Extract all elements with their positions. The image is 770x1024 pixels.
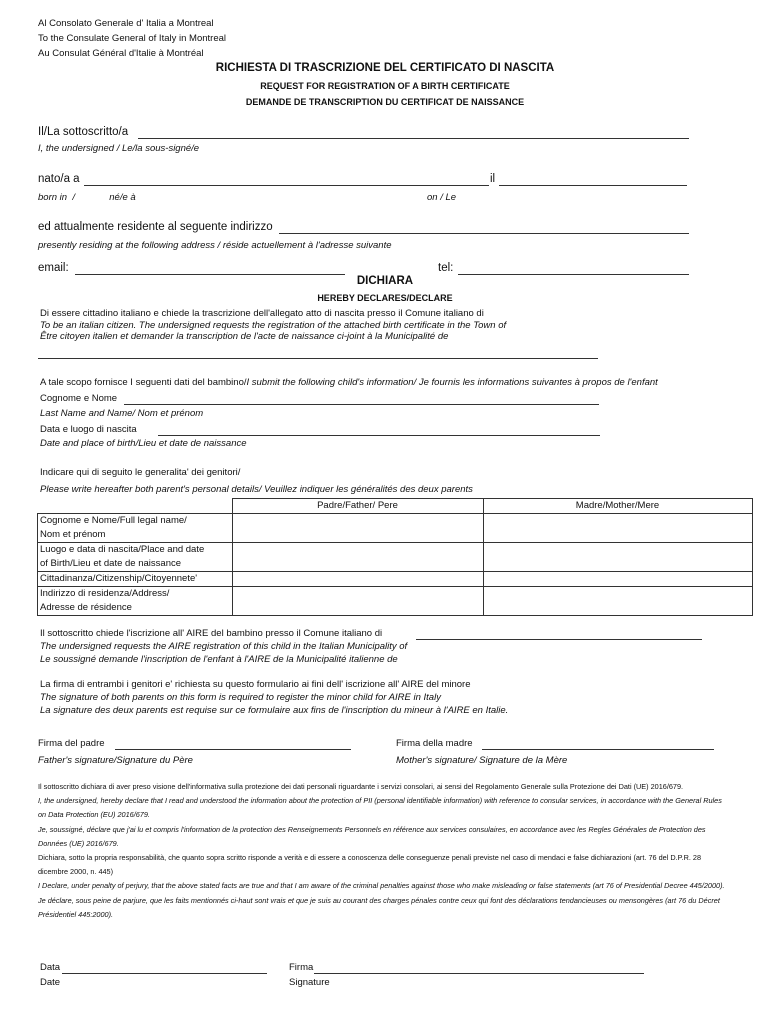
- mother-signature-translation: Mother's signature/ Signature de la Mère: [396, 755, 568, 766]
- father-signature-translation: Father's signature/Signature du Père: [38, 755, 193, 766]
- privacy-declarations: [38, 780, 728, 922]
- signature-note-en: The signature of both parents on this form is required to register the minor child for AIRE in Italy: [40, 692, 441, 703]
- row-label: Cittadinanza/Citizenship/Citoyennete': [38, 572, 233, 587]
- child-name-label: Cognome e Nome: [40, 393, 118, 404]
- aire-text-fr: Le soussigné demande l'inscription de l'enfant à l'AIRE de la Municipalité italienne de: [40, 654, 398, 665]
- child-name-field[interactable]: [124, 404, 599, 405]
- form-subtitle-fr: DEMANDE DE TRANSCRIPTION DU CERTIFICAT DE NAISSANCE: [245, 97, 525, 107]
- mother-birth-cell[interactable]: [483, 543, 752, 572]
- row-label: Indirizzo di residenza/Address/ Adresse de résidence: [38, 587, 233, 616]
- date-label: Data: [40, 962, 61, 973]
- mother-name-cell[interactable]: [483, 514, 752, 543]
- father-citizenship-cell[interactable]: [232, 572, 483, 587]
- tel-label: tel:: [438, 262, 454, 274]
- father-birth-cell[interactable]: [232, 543, 483, 572]
- mother-citizenship-cell[interactable]: [483, 572, 752, 587]
- date-field[interactable]: [62, 973, 267, 974]
- undersigned-translation: I, the undersigned / Le/la sous-signé/e: [38, 143, 200, 154]
- privacy-text-fr: Je, soussigné, déclare que j'ai lu et compris l'information de la protection des Renseignements Personnels en référence aux services consulaires, en accordance avec les Regles Générales de Protection des Données (UE) 2016/679.: [38, 824, 706, 848]
- parents-intro-translation: Please write hereafter both parent's personal details/ Veuillez indiquer les généralités des deux parents: [40, 484, 473, 495]
- birthplace-field[interactable]: [84, 185, 489, 186]
- table-row: [38, 587, 753, 616]
- privacy-text-en: I, the undersigned, hereby declare that I read and understood the information about the protection of PII (personal identifiable information) with reference to consular services, in accordance with the General Rules on Data Protection (EU) 2016/679.: [38, 796, 722, 820]
- aire-municipality-field[interactable]: [416, 639, 702, 640]
- address-field[interactable]: [279, 233, 689, 234]
- residing-translation: presently residing at the following address / réside actuellement à l'adresse suivante: [38, 240, 392, 251]
- aire-text-en: The undersigned requests the AIRE registration of this child in the Italian Municipality of: [40, 641, 408, 652]
- on-translation: on / Le: [427, 192, 457, 203]
- perjury-text-it: Dichiara, sotto la propria responsabilità, che quanto sopra scritto risponde a verità e di essere a conoscenza delle conseguenze penali previste nel caso di mendaci e false dichiarazioni (art. 76 del D.P.R. 28 dicembre 2000, n. 445): [38, 853, 702, 877]
- email-label: email:: [38, 262, 69, 274]
- municipality-field[interactable]: [38, 358, 598, 359]
- mother-address-cell[interactable]: [483, 587, 752, 616]
- undersigned-field[interactable]: [138, 138, 689, 139]
- father-address-cell[interactable]: [232, 587, 483, 616]
- aire-text-it: Il sottoscritto chiede l'iscrizione all' AIRE del bambino presso il Comune italiano di: [40, 628, 383, 639]
- child-birth-translation: Date and place of birth/Lieu et date de naissance: [40, 438, 247, 449]
- birthdate-field[interactable]: [499, 185, 687, 186]
- perjury-text-fr: Je déclare, sous peine de parjure, que les faits mentionnés ci-haut sont vrais et que je suis au courant des charges pénales contre ceux qui font des déclarations tendancieuses ou mensongères (art 76 du Décret Présidentiel 445:2000).: [38, 895, 720, 919]
- declare-text-en: To be an italian citizen. The undersigned requests the registration of the attached birth certificate in the Town of: [40, 320, 507, 331]
- form-title: RICHIESTA DI TRASCRIZIONE DEL CERTIFICATO DI NASCITA: [215, 62, 555, 74]
- mother-signature-label: Firma della madre: [396, 738, 473, 749]
- table-header-row: [38, 499, 753, 514]
- born-date-label: il: [490, 173, 496, 185]
- undersigned-label: Il/La sottoscritto/a: [38, 126, 129, 138]
- residing-label: ed attualmente residente al seguente indirizzo: [38, 221, 273, 233]
- declare-title: DICHIARA: [356, 275, 414, 287]
- child-intro: A tale scopo fornisce I seguenti dati del bambino/I submit the following child's information/ Je fournis les informations suivantes à propos de l'enfant: [40, 377, 658, 388]
- father-name-cell[interactable]: [232, 514, 483, 543]
- father-signature-label: Firma del padre: [38, 738, 105, 749]
- mother-signature-field[interactable]: [482, 749, 714, 750]
- declare-text-fr: Être citoyen italien et demander la transcription de l'acte de naissance ci-joint à la Municipalité de: [40, 331, 449, 342]
- father-signature-field[interactable]: [115, 749, 351, 750]
- declare-text-it: Di essere cittadino italiano e chiede la trascrizione dell'allegato atto di nascita presso il Comune italiano di: [40, 308, 484, 319]
- parents-table: [37, 498, 753, 616]
- table-row: [38, 572, 753, 587]
- table-row: [38, 514, 753, 543]
- recipient-en: To the Consulate General of Italy in Montreal: [38, 33, 226, 44]
- child-birth-label: Data e luogo di nascita: [40, 424, 137, 435]
- parents-intro-it: Indicare qui di seguito le generalita' dei genitori/: [40, 467, 241, 478]
- born-translation: born in / né/e à: [38, 192, 136, 203]
- mother-column-header: Madre/Mother/Mere: [483, 499, 752, 514]
- declare-subtitle: HEREBY DECLARES/DECLARE: [317, 293, 453, 303]
- signature-note-fr: La signature des deux parents est requise sur ce formulaire aux fins de l'inscription du mineur à l'AIRE en Italie.: [40, 705, 509, 716]
- form-subtitle-en: REQUEST FOR REGISTRATION OF A BIRTH CERTIFICATE: [260, 81, 510, 91]
- row-label: Luogo e data di nascita/Place and date of Birth/Lieu et date de naissance: [38, 543, 233, 572]
- father-column-header: Padre/Father/ Pere: [232, 499, 483, 514]
- recipient-it: Al Consolato Generale d' Italia a Montreal: [38, 18, 214, 29]
- born-label: nato/a a: [38, 173, 80, 185]
- signature-note-it: La firma di entrambi i genitori e' richiesta su questo formulario ai fini dell' iscrizione all' AIRE del minore: [40, 679, 471, 690]
- date-translation: Date: [40, 977, 61, 988]
- recipient-fr: Au Consulat Général d'Italie à Montréal: [38, 48, 204, 59]
- child-birth-field[interactable]: [158, 435, 600, 436]
- signature-label: Firma: [289, 962, 314, 973]
- signature-translation: Signature: [289, 977, 330, 988]
- table-row: [38, 543, 753, 572]
- privacy-text-it: Il sottoscritto dichiara di aver preso visione dell'informativa sulla protezione dei dati personali riguardante i servizi consolari, ai sensi del Regolamento Generale sulla Protezione dei Dati (UE) 2016/679.: [38, 782, 684, 791]
- child-name-translation: Last Name and Name/ Nom et prénom: [40, 408, 204, 419]
- row-label: Cognome e Nome/Full legal name/ Nom et prénom: [38, 514, 233, 543]
- perjury-text-en: I Declare, under penalty of perjury, that the above stated facts are true and that I am aware of the criminal penalties against those who make misleading or false statements (art 76 of Presidential Decree 445/2000).: [38, 881, 725, 891]
- signature-field[interactable]: [314, 973, 644, 974]
